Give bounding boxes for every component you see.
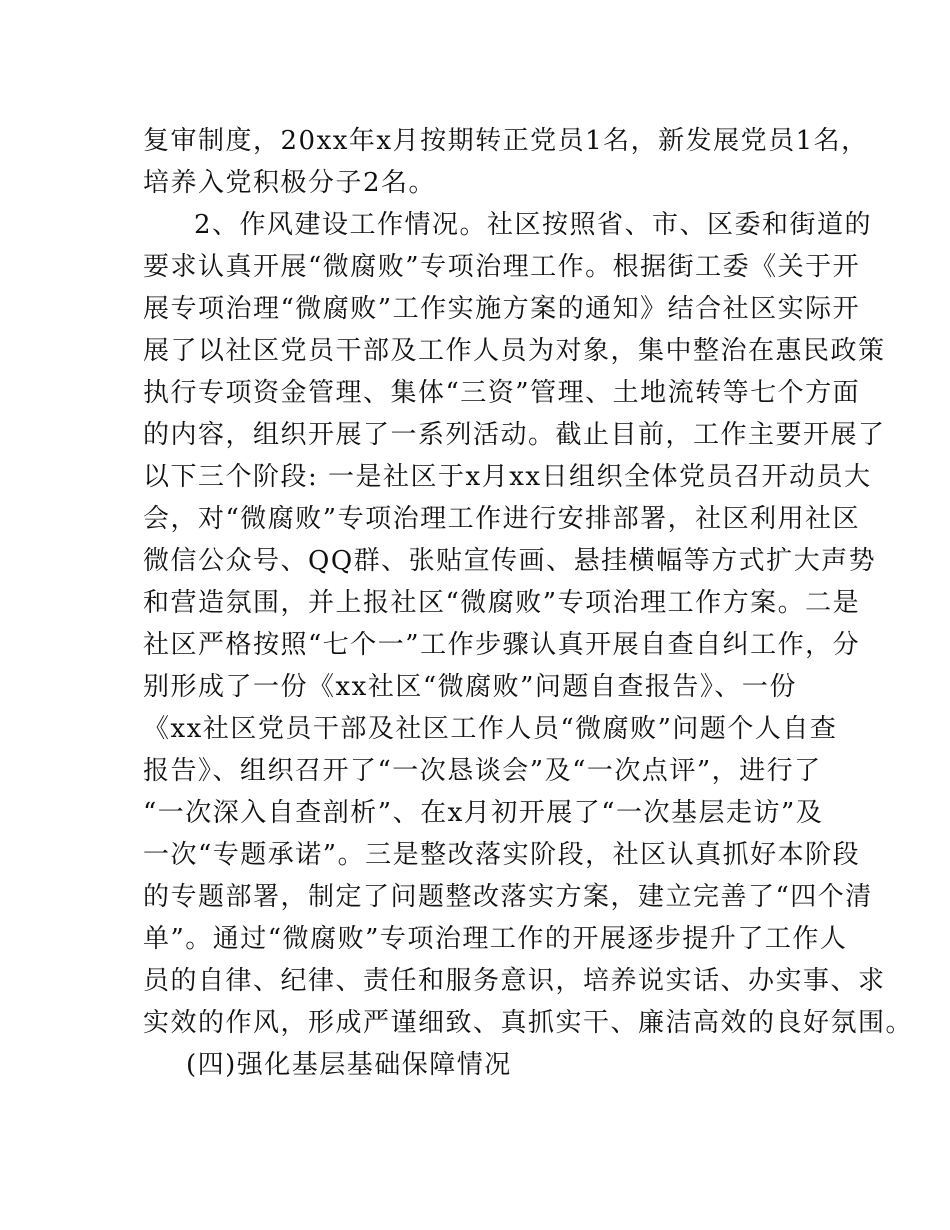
text-line: “一次深入自查剖析”、在x月初开展了“一次基层走访”及 (143, 798, 824, 828)
text-line: 报告》、组织召开了“一次恳谈会”及“一次点评”，进行了 (143, 756, 822, 786)
text-line: 和营造氛围，并上报社区“微腐败”专项治理工作方案。二是 (143, 588, 861, 618)
text-line: 要求认真开展“微腐败”专项治理工作。根据街工委《关于开 (143, 252, 861, 282)
text-line: 以下三个阶段: 一是社区于x月xx日组织全体党员召开动员大 (143, 462, 872, 492)
text-line: 实效的作风，形成严谨细致、真抓实干、廉洁高效的良好氛围。 (143, 1008, 914, 1038)
text-line: 展了以社区党员干部及工作人员为对象，集中整治在惠民政策 (143, 336, 886, 366)
text-line: 复审制度，20xx年x月按期转正党员1名，新发展党员1名， (143, 126, 869, 156)
text-line: 别形成了一份《xx社区“微腐败”问题自查报告》、一份 (143, 672, 797, 702)
text-line: 展专项治理“微腐败”工作实施方案的通知》结合社区实际开 (143, 294, 861, 324)
text-line: 单”。通过“微腐败”专项治理工作的开展逐步提升了工作人 (143, 924, 848, 954)
text-line: 会，对“微腐败”专项治理工作进行安排部署，社区利用社区 (143, 504, 861, 534)
text-line: 一次“专题承诺”。三是整改落实阶段，社区认真抓好本阶段 (143, 840, 861, 870)
text-line: 的专题部署，制定了问题整改落实方案，建立完善了“四个清 (143, 882, 873, 912)
text-line: 培养入党积极分子2名。 (143, 168, 437, 198)
text-line: 员的自律、纪律、责任和服务意识，培养说实话、办实事、求 (143, 966, 886, 996)
text-line: 的内容，组织开展了一系列活动。截止目前，工作主要开展了 (143, 420, 886, 450)
text-line: 《xx社区党员干部及社区工作人员“微腐败”问题个人自查 (143, 714, 838, 744)
paragraph-heading-2: 2、作风建设工作情况。社区按照省、市、区委和街道的 (194, 210, 873, 240)
text-line: 社区严格按照“七个一”工作步骤认真开展自查自纠工作，分 (143, 630, 861, 660)
section-heading: (四)强化基层基础保障情况 (186, 1050, 512, 1080)
text-line: 执行专项资金管理、集体“三资”管理、土地流转等七个方面 (143, 378, 861, 408)
text-line: 微信公众号、QQ群、张贴宣传画、悬挂横幅等方式扩大声势 (143, 546, 877, 576)
